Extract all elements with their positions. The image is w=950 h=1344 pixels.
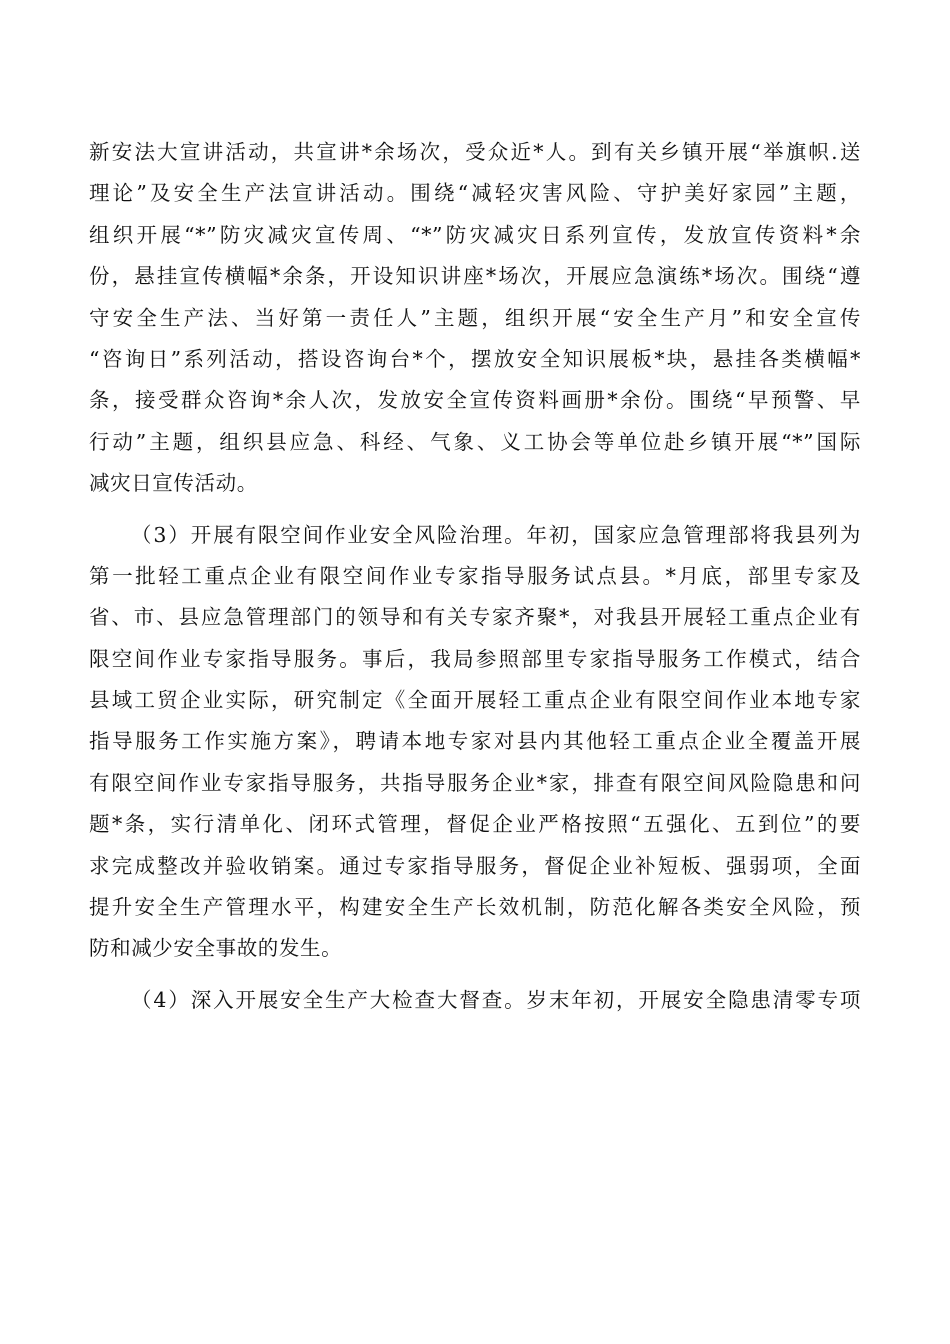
text-line: 有限空间作业专家指导服务，共指导服务企业*家，排查有限空间风险隐患和问	[89, 770, 861, 795]
text-line: 县域工贸企业实际，研究制定《全面开展轻工重点企业有限空间作业本地专家	[89, 688, 861, 713]
text-line: 第一批轻工重点企业有限空间作业专家指导服务试点县。*月底，部里专家及	[89, 563, 861, 588]
text-line: 减灾日宣传活动。	[89, 471, 258, 496]
text-line: 条，接受群众咨询*余人次，发放安全宣传资料画册*余份。围绕“早预警、早	[89, 388, 861, 413]
text-line: 题*条，实行清单化、闭环式管理，督促企业严格按照“五强化、五到位”的要	[89, 812, 861, 837]
paragraph-2	[89, 515, 861, 970]
text-line: 行动”主题，组织县应急、科经、气象、义工协会等单位赴乡镇开展“*”国际	[89, 429, 861, 454]
text-line: 份，悬挂宣传横幅*余条，开设知识讲座*场次，开展应急演练*场次。围绕“遵	[89, 264, 861, 289]
text-line: 省、市、县应急管理部门的领导和有关专家齐聚*，对我县开展轻工重点企业有	[89, 605, 861, 630]
paragraph-gap	[89, 505, 861, 515]
text-line: “咨询日”系列活动，搭设咨询台*个，摆放安全知识展板*块，悬挂各类横幅*	[89, 346, 861, 371]
document-body	[89, 132, 861, 1021]
text-line: （4）深入开展安全生产大检查大督查。岁末年初，开展安全隐患清零专项	[131, 987, 861, 1012]
text-line: （3）开展有限空间作业安全风险治理。年初，国家应急管理部将我县列为	[131, 522, 861, 547]
text-line: 提升安全生产管理水平，构建安全生产长效机制，防范化解各类安全风险，预	[89, 895, 861, 920]
text-line: 理论”及安全生产法宣讲活动。围绕“减轻灾害风险、守护美好家园”主题，	[89, 181, 861, 206]
paragraph-3	[89, 980, 861, 1021]
paragraph-1	[89, 132, 861, 505]
text-line: 组织开展“*”防灾减灾宣传周、“*”防灾减灾日系列宣传，发放宣传资料*余	[89, 222, 861, 247]
text-line: 守安全生产法、当好第一责任人”主题，组织开展“安全生产月”和安全宣传	[89, 305, 861, 330]
text-line: 求完成整改并验收销案。通过专家指导服务，督促企业补短板、强弱项，全面	[89, 853, 861, 878]
paragraph-gap	[89, 970, 861, 980]
text-line: 防和减少安全事故的发生。	[89, 936, 343, 961]
text-line: 指导服务工作实施方案》，聘请本地专家对县内其他轻工重点企业全覆盖开展	[89, 729, 861, 754]
text-line: 新安法大宣讲活动，共宣讲*余场次，受众近*人。到有关乡镇开展“举旗帜.送	[89, 140, 861, 164]
text-line: 限空间作业专家指导服务。事后，我局参照部里专家指导服务工作模式，结合	[89, 646, 861, 671]
